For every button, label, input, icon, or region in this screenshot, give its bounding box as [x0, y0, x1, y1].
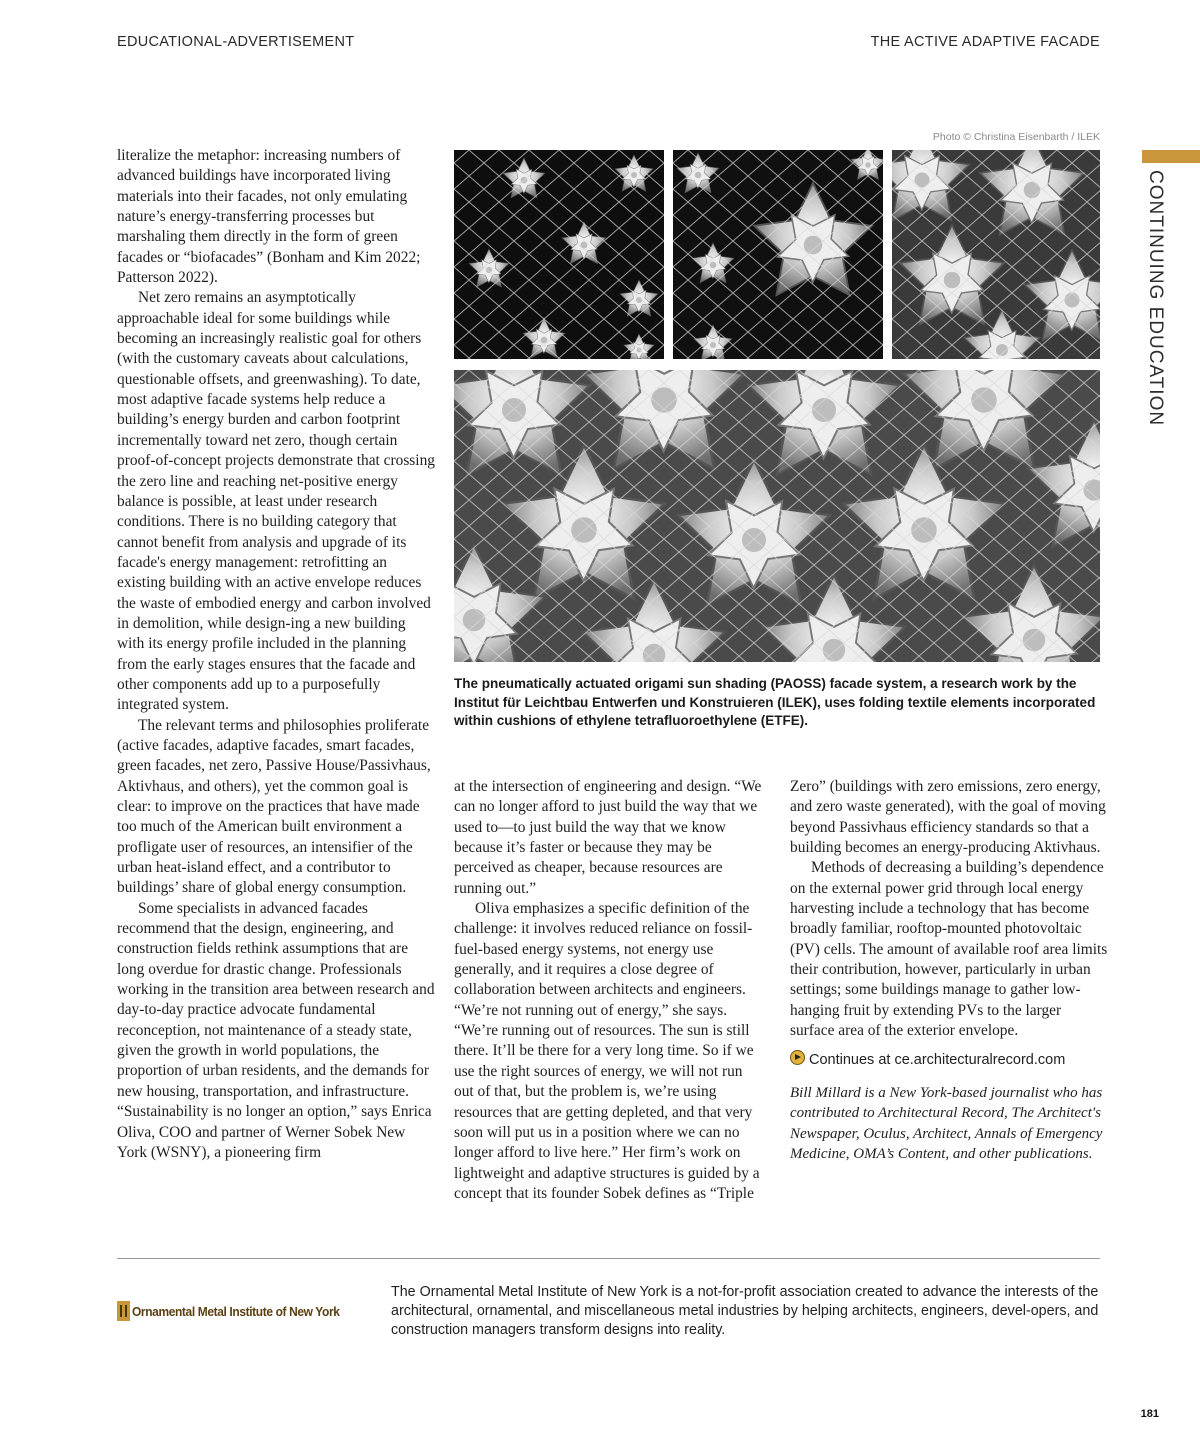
paragraph: Some specialists in advanced facades recommend that the design, engineering, and construction fields rethink assumptions that are long overdue for drastic change. Professionals working in the transition area between research and day-to-day practice advocate fundamental reconception, not maintenance of a steady state, given the growth in world populations, the proportion of urban residents, and the demands for new housing, transportation, and infrastructure. “Sustainability is no longer an option,” says Enrica Oliva, COO and partner of Werner Sobek New York (WSNY), a pioneering firm — [117, 899, 435, 1161]
omi-logo — [117, 1300, 358, 1322]
article-column-3 — [790, 777, 1108, 1164]
facade-photo-small-closed — [892, 150, 1100, 359]
omi-logo-text: Ornamental Metal Institute of New York — [132, 1303, 340, 1319]
running-header-section: EDUCATIONAL-ADVERTISEMENT — [117, 34, 355, 50]
page-number: 181 — [1140, 1408, 1159, 1420]
article-column-2 — [454, 777, 766, 1204]
photo-credit: Photo © Christina Eisenbarth / ILEK — [932, 131, 1100, 143]
paragraph: Zero” (buildings with zero emissions, zero energy, and zero waste generated), with the goal of moving beyond Passivhaus efficiency standards so that a building becomes an energy-producing Aktivhaus. — [790, 778, 1106, 857]
continues-link[interactable] — [790, 1050, 1108, 1070]
photo-caption: The pneumatically actuated origami sun shading (PAOSS) facade system, a research work by the Institut für Leichtbau Entwerfen und Konstruieren (ILEK), uses folding textile elements incorporated within cushions of ethylene tetrafluoroethylene (ETFE). — [454, 676, 1096, 728]
paragraph: Net zero remains an asymptotically approachable ideal for some buildings while becoming an increasingly realistic goal for others (with the customary caveats about calculations, questionable offsets, and greenwashing). To date, most adaptive facade systems help reduce a building’s energy burden and carbon footprint incrementally toward net zero, though certain proof-of-concept projects demonstrate that crossing the zero line and reaching net-positive energy balance is possible, at least under research conditions. There is no building category that cannot benefit from analysis and upgrade of its facade's energy management: retrofitting an existing building with an active envelope reduces the waste of embodied energy and carbon involved in demolition, while design-ing a new building with its energy profile included in the planning from the early stages ensures that the facade and other components add up to a purposefully integrated system. — [117, 289, 435, 714]
paragraph: Methods of decreasing a building’s dependence on the external power grid through local energy harvesting include a technology that has become broadly familiar, rooftop-mounted photovoltaic (PV) cells. The amount of available roof area limits their contribution, however, particularly in urban settings; some buildings manage to gather low-hanging fruit by extending PVs to the larger surface area of the exterior envelope. — [790, 859, 1108, 1040]
article-column-1 — [117, 146, 435, 1163]
paragraph: Oliva emphasizes a specific definition of the challenge: it involves reduced reliance on fossil-fuel-based energy systems, not energy use generally, and it requires a close degree of collaboration between architects and engineers. “We’re not running out of energy,” she says. “We’re running out of resources. The sun is still there. It’ll be there for a very long time. So if we use the right sources of energy, we will not run out of that, but the problem is, we’re using resources that are getting depleted, and that very soon will put us in a position where we can no longer afford to live here.” Her firm’s work on lightweight and adaptive structures is guided by a concept that its founder Sobek defines as “Triple — [454, 900, 760, 1202]
sidebar-label: CONTINUING EDUCATION — [1145, 170, 1166, 427]
facade-photo-small-open — [454, 150, 664, 359]
running-header-title: THE ACTIVE ADAPTIVE FACADE — [870, 34, 1100, 50]
paragraph: at the intersection of engineering and design. “We can no longer afford to just build the way that we used to—to just build the way that we know because it’s faster or because they may be perceived as cheaper, because resources are running out.” — [454, 778, 762, 897]
facade-photo-small-mid — [673, 150, 883, 359]
author-bio: Bill Millard is a New York-based journalist who has contributed to Architectural Record, The Architect's Newspaper, Oculus, Architect, Annals of Emergency Medicine, OMA’s Content, and other publications. — [790, 1084, 1103, 1162]
footer-divider — [117, 1258, 1100, 1259]
continues-link-text[interactable]: Continues at ce.architecturalrecord.com — [809, 1052, 1066, 1069]
play-arrow-icon — [790, 1050, 805, 1065]
paragraph: literalize the metaphor: increasing numbers of advanced buildings have incorporated living materials into their facades, not only emulating nature’s energy-transferring processes but marshaling them directly in the form of green facades or “biofacades” (Bonham and Kim 2022; Patterson 2022). — [117, 147, 421, 287]
sidebar-accent-bar — [1142, 150, 1200, 163]
paragraph: The relevant terms and philosophies proliferate (active facades, adaptive facades, smart facades, green facades, net zero, Passive House/Passivhaus, Aktivhaus, and others), yet the common goal is clear: to improve on the practices that have made too much of the American built environment a profligate user of resources, an intensifier of the urban heat-island effect, and a contributor to buildings’ share of global energy consumption. — [117, 716, 431, 897]
omi-logo-mark-icon — [117, 1301, 130, 1321]
sponsor-description: The Ornamental Metal Institute of New York is a not-for-profit association created to advance the interests of the architectural, ornamental, and miscellaneous metal industries by helping architects, engineers, devel-opers, and construction managers transform designs into reality. — [391, 1284, 1099, 1338]
facade-photo-large-closeup — [454, 370, 1100, 662]
